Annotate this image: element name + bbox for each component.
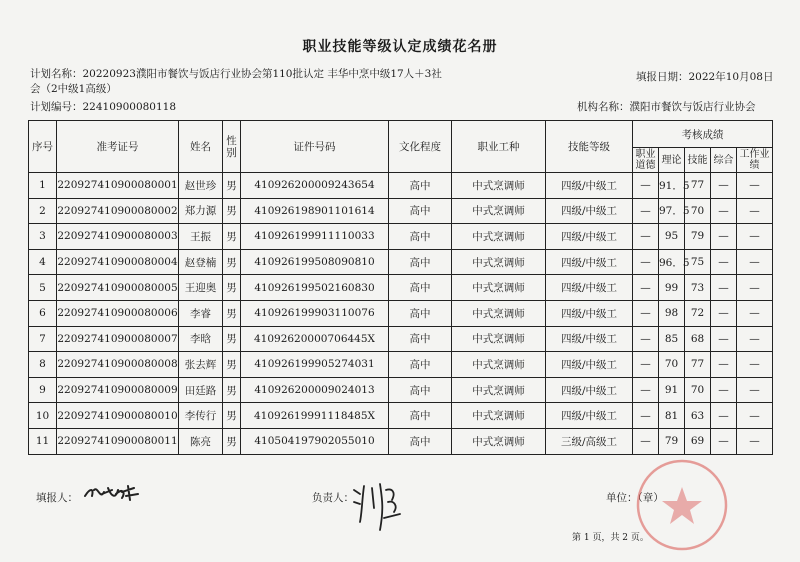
cell-theory: 95 <box>659 224 685 250</box>
table-row <box>29 377 773 403</box>
cell-ethics: — <box>633 352 659 378</box>
cell-name: 李晗 <box>179 326 223 352</box>
cell-job: 中式烹调师 <box>452 428 546 454</box>
cell-work: — <box>737 300 773 326</box>
cell-seq: 2 <box>29 198 57 224</box>
cell-gender: 男 <box>223 352 241 378</box>
cell-overall: — <box>711 224 737 250</box>
cell-theory: 81 <box>659 403 685 429</box>
cell-work: — <box>737 326 773 352</box>
cell-level: 四级/中级工 <box>546 249 633 275</box>
cell-education: 高中 <box>389 377 452 403</box>
cell-level: 四级/中级工 <box>546 403 633 429</box>
cell-theory: 85 <box>659 326 685 352</box>
header-education: 文化程度 <box>389 121 452 173</box>
table-row <box>29 224 773 250</box>
cell-theory: 91 <box>659 377 685 403</box>
cell-theory: 97．5 <box>659 198 685 224</box>
cell-job: 中式烹调师 <box>452 275 546 301</box>
cell-education: 高中 <box>389 198 452 224</box>
cell-ethics: — <box>633 300 659 326</box>
cell-name: 李睿 <box>179 300 223 326</box>
cell-skill: 70 <box>685 198 711 224</box>
header-id-no: 证件号码 <box>241 121 389 173</box>
cell-job: 中式烹调师 <box>452 173 546 199</box>
cell-overall: — <box>711 275 737 301</box>
cell-gender: 男 <box>223 275 241 301</box>
cell-id-no: 41092620000706445X <box>241 326 389 352</box>
cell-theory: 70 <box>659 352 685 378</box>
cell-overall: — <box>711 249 737 275</box>
cell-gender: 男 <box>223 300 241 326</box>
cell-level: 四级/中级工 <box>546 224 633 250</box>
cell-work: — <box>737 428 773 454</box>
cell-id-no: 410926199905274031 <box>241 352 389 378</box>
cell-exam-no: 220927410900080008 <box>57 352 179 378</box>
organization-name: 机构名称：濮阳市餐饮与饭店行业协会 <box>577 101 756 113</box>
table-row <box>29 428 773 454</box>
cell-gender: 男 <box>223 249 241 275</box>
cell-ethics: — <box>633 224 659 250</box>
cell-work: — <box>737 275 773 301</box>
cell-skill: 77 <box>685 352 711 378</box>
cell-job: 中式烹调师 <box>452 377 546 403</box>
cell-seq: 8 <box>29 352 57 378</box>
cell-skill: 72 <box>685 300 711 326</box>
cell-seq: 10 <box>29 403 57 429</box>
cell-work: — <box>737 198 773 224</box>
header-work: 工作业绩 <box>737 148 773 173</box>
header-level: 技能等级 <box>546 121 633 173</box>
cell-education: 高中 <box>389 403 452 429</box>
cell-overall: — <box>711 326 737 352</box>
cell-skill: 79 <box>685 224 711 250</box>
cell-level: 四级/中级工 <box>546 326 633 352</box>
cell-theory: 91．5 <box>659 173 685 199</box>
cell-theory: 96．5 <box>659 249 685 275</box>
header-job: 职业工种 <box>452 121 546 173</box>
cell-overall: — <box>711 173 737 199</box>
cell-gender: 男 <box>223 403 241 429</box>
table-row <box>29 300 773 326</box>
cell-theory: 98 <box>659 300 685 326</box>
cell-gender: 男 <box>223 326 241 352</box>
header-overall: 综合 <box>711 148 737 173</box>
cell-level: 四级/中级工 <box>546 300 633 326</box>
cell-exam-no: 220927410900080009 <box>57 377 179 403</box>
cell-overall: — <box>711 428 737 454</box>
fill-date: 填报日期：2022年10月08日 <box>636 71 774 83</box>
cell-ethics: — <box>633 173 659 199</box>
cell-work: — <box>737 352 773 378</box>
cell-exam-no: 220927410900080006 <box>57 300 179 326</box>
cell-job: 中式烹调师 <box>452 249 546 275</box>
header-name: 姓名 <box>179 121 223 173</box>
cell-seq: 3 <box>29 224 57 250</box>
cell-id-no: 41092619991118485X <box>241 403 389 429</box>
cell-education: 高中 <box>389 428 452 454</box>
cell-work: — <box>737 403 773 429</box>
cell-gender: 男 <box>223 224 241 250</box>
cell-seq: 7 <box>29 326 57 352</box>
cell-skill: 70 <box>685 377 711 403</box>
table-row <box>29 403 773 429</box>
cell-name: 田廷路 <box>179 377 223 403</box>
responsible-signature <box>350 478 410 536</box>
cell-seq: 6 <box>29 300 57 326</box>
cell-education: 高中 <box>389 173 452 199</box>
cell-seq: 4 <box>29 249 57 275</box>
cell-gender: 男 <box>223 377 241 403</box>
cell-skill: 69 <box>685 428 711 454</box>
cell-ethics: — <box>633 377 659 403</box>
cell-job: 中式烹调师 <box>452 224 546 250</box>
cell-exam-no: 220927410900080004 <box>57 249 179 275</box>
cell-exam-no: 220927410900080002 <box>57 198 179 224</box>
cell-gender: 男 <box>223 198 241 224</box>
cell-name: 赵世珍 <box>179 173 223 199</box>
responsible-label: 负责人： <box>312 492 354 504</box>
cell-overall: — <box>711 198 737 224</box>
cell-id-no: 410926199502160830 <box>241 275 389 301</box>
cell-job: 中式烹调师 <box>452 300 546 326</box>
header-scores: 考核成绩 <box>633 121 773 148</box>
cell-name: 赵登楠 <box>179 249 223 275</box>
cell-id-no: 410926200009243654 <box>241 173 389 199</box>
cell-level: 四级/中级工 <box>546 173 633 199</box>
cell-name: 张去辉 <box>179 352 223 378</box>
cell-theory: 79 <box>659 428 685 454</box>
cell-job: 中式烹调师 <box>452 352 546 378</box>
cell-seq: 11 <box>29 428 57 454</box>
cell-overall: — <box>711 403 737 429</box>
cell-id-no: 410926199508090810 <box>241 249 389 275</box>
cell-education: 高中 <box>389 326 452 352</box>
cell-exam-no: 220927410900080007 <box>57 326 179 352</box>
cell-ethics: — <box>633 198 659 224</box>
cell-skill: 73 <box>685 275 711 301</box>
cell-exam-no: 220927410900080011 <box>57 428 179 454</box>
cell-level: 三级/高级工 <box>546 428 633 454</box>
cell-level: 四级/中级工 <box>546 352 633 378</box>
cell-job: 中式烹调师 <box>452 326 546 352</box>
cell-work: — <box>737 377 773 403</box>
header-theory: 理论 <box>659 148 685 173</box>
cell-level: 四级/中级工 <box>546 198 633 224</box>
unit-seal-label: 单位：（章） <box>606 492 664 504</box>
table-row <box>29 173 773 199</box>
cell-work: — <box>737 249 773 275</box>
header-ethics: 职业道德 <box>633 148 659 173</box>
cell-seq: 1 <box>29 173 57 199</box>
cell-id-no: 410926199911110033 <box>241 224 389 250</box>
score-roster-table <box>28 120 773 455</box>
filler-label: 填报人： <box>36 492 78 504</box>
cell-id-no: 410926198901101614 <box>241 198 389 224</box>
cell-overall: — <box>711 300 737 326</box>
cell-skill: 77 <box>685 173 711 199</box>
cell-overall: — <box>711 352 737 378</box>
header-gender: 性别 <box>223 121 241 173</box>
cell-education: 高中 <box>389 224 452 250</box>
cell-skill: 75 <box>685 249 711 275</box>
cell-exam-no: 220927410900080005 <box>57 275 179 301</box>
cell-overall: — <box>711 377 737 403</box>
header-seq: 序号 <box>29 121 57 173</box>
cell-education: 高中 <box>389 275 452 301</box>
cell-exam-no: 220927410900080001 <box>57 173 179 199</box>
document-title: 职业技能等级认定成绩花名册 <box>302 39 498 55</box>
cell-exam-no: 220927410900080010 <box>57 403 179 429</box>
plan-name: 计划名称：20220923濮阳市餐饮与饭店行业协会第110批认定 丰华中烹中级17人＋3社 <box>30 68 442 80</box>
cell-education: 高中 <box>389 300 452 326</box>
cell-id-no: 410504197902055010 <box>241 428 389 454</box>
cell-level: 四级/中级工 <box>546 377 633 403</box>
cell-name: 李传行 <box>179 403 223 429</box>
table-row <box>29 198 773 224</box>
cell-theory: 99 <box>659 275 685 301</box>
table-row <box>29 249 773 275</box>
plan-number: 计划编号：22410900080118 <box>30 101 177 113</box>
cell-ethics: — <box>633 275 659 301</box>
plan-name-cont: 会（2中级1高级） <box>30 83 117 95</box>
cell-name: 王振 <box>179 224 223 250</box>
filler-signature <box>82 482 142 506</box>
cell-job: 中式烹调师 <box>452 198 546 224</box>
cell-ethics: — <box>633 428 659 454</box>
cell-id-no: 410926199903110076 <box>241 300 389 326</box>
cell-skill: 68 <box>685 326 711 352</box>
cell-work: — <box>737 173 773 199</box>
cell-work: — <box>737 224 773 250</box>
cell-education: 高中 <box>389 352 452 378</box>
cell-level: 四级/中级工 <box>546 275 633 301</box>
cell-gender: 男 <box>223 428 241 454</box>
cell-ethics: — <box>633 249 659 275</box>
cell-seq: 5 <box>29 275 57 301</box>
cell-ethics: — <box>633 326 659 352</box>
cell-id-no: 410926200009024013 <box>241 377 389 403</box>
cell-name: 陈亮 <box>179 428 223 454</box>
cell-job: 中式烹调师 <box>452 403 546 429</box>
page-indicator: 第 1 页，共 2 页。 <box>572 533 649 543</box>
cell-skill: 63 <box>685 403 711 429</box>
table-row <box>29 275 773 301</box>
cell-name: 王迎奥 <box>179 275 223 301</box>
header-exam-no: 准考证号 <box>57 121 179 173</box>
cell-gender: 男 <box>223 173 241 199</box>
cell-exam-no: 220927410900080003 <box>57 224 179 250</box>
header-skill: 技能 <box>685 148 711 173</box>
cell-name: 郑力源 <box>179 198 223 224</box>
cell-seq: 9 <box>29 377 57 403</box>
cell-ethics: — <box>633 403 659 429</box>
cell-education: 高中 <box>389 249 452 275</box>
table-row <box>29 326 773 352</box>
table-row <box>29 352 773 378</box>
